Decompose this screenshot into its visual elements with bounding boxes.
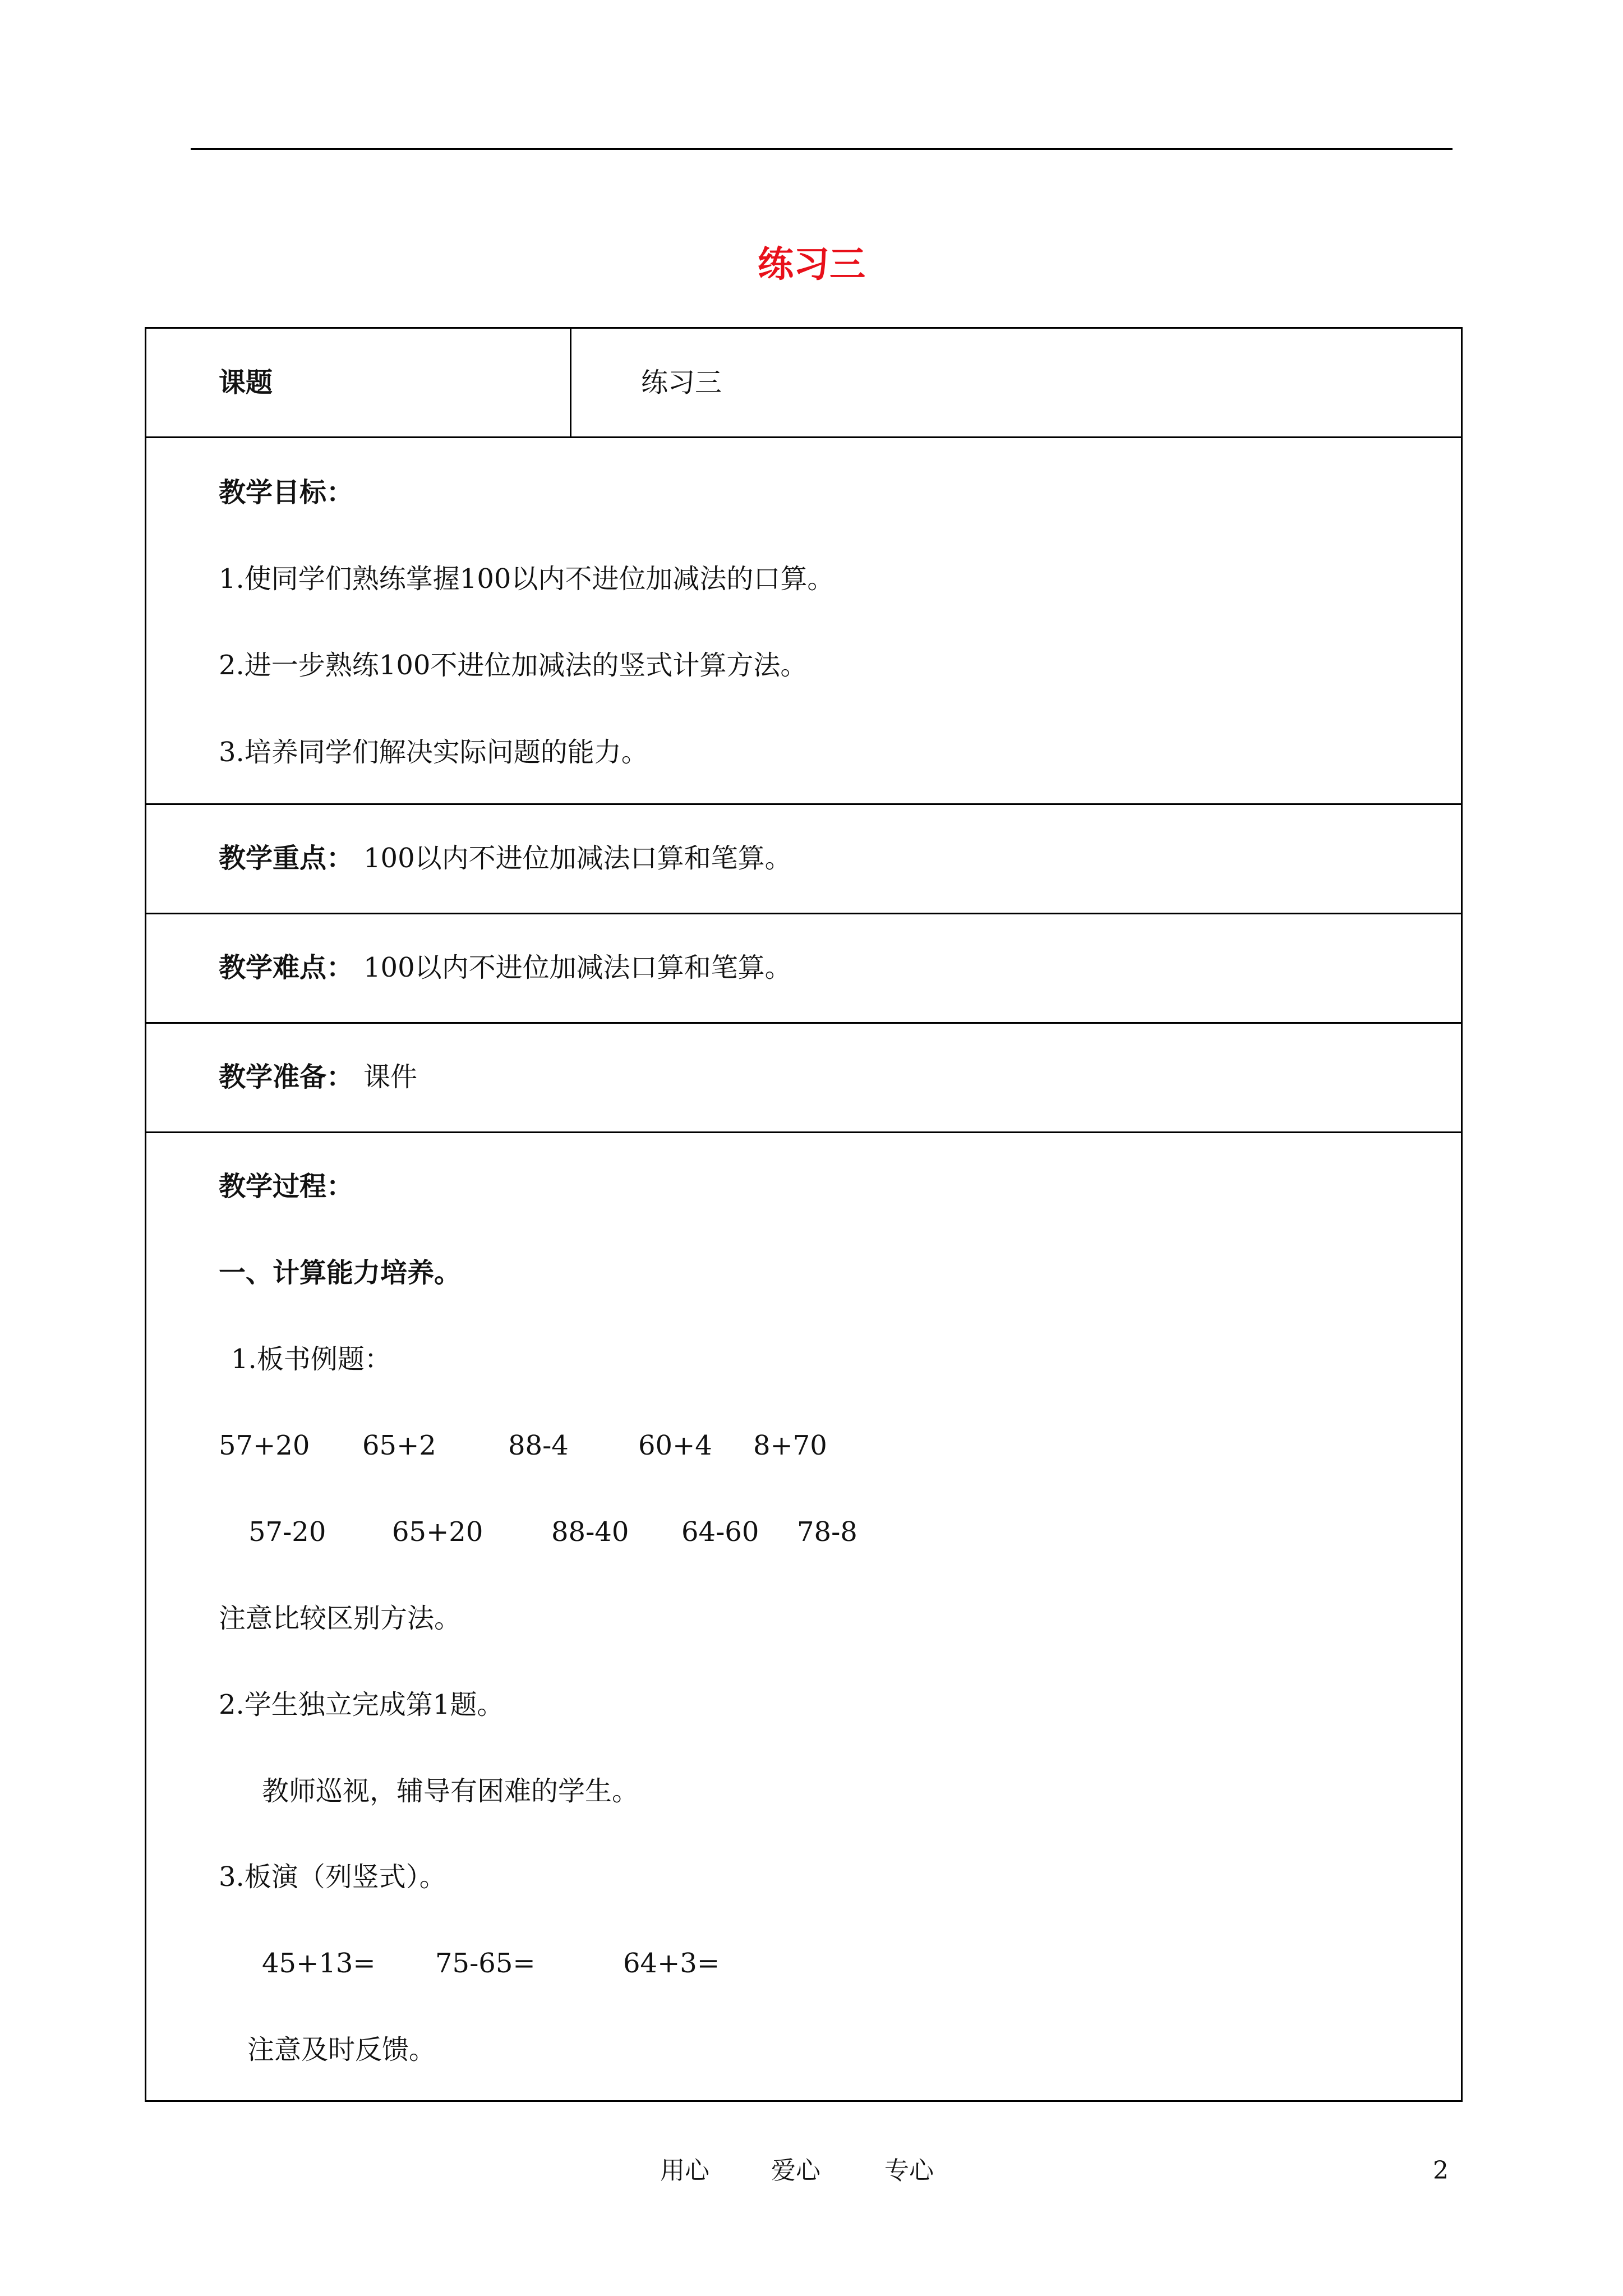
expression: 75-65= (435, 1948, 536, 1979)
expression: 8+70 (753, 1430, 827, 1461)
objective-item: 1.使同学们熟练掌握100以内不进位加减法的口算。 (219, 563, 834, 595)
expression: 88-4 (508, 1430, 569, 1461)
difficulty-label: 教学难点： (219, 952, 354, 983)
topic-label: 课题 (219, 367, 273, 398)
footer-motto: 爱心 (771, 2156, 820, 2185)
column-divider (570, 327, 571, 438)
row-divider (145, 913, 1463, 914)
step-2-detail: 教师巡视，辅导有困难的学生。 (262, 1775, 639, 1807)
expression: 88-40 (551, 1516, 629, 1548)
note: 注意及时反馈。 (247, 2034, 436, 2065)
expression: 57-20 (248, 1516, 326, 1548)
row-divider (145, 1022, 1463, 1024)
expression: 65+20 (392, 1516, 483, 1548)
footer-motto: 用心 (660, 2156, 709, 2185)
topic-value: 练习三 (641, 367, 722, 398)
section-title: 一、计算能力培养。 (219, 1257, 462, 1289)
expression: 64-60 (681, 1516, 759, 1548)
expression: 57+20 (219, 1430, 310, 1461)
footer-motto: 专心 (884, 2156, 934, 2185)
row-divider (145, 1131, 1463, 1133)
step-1: 1.板书例题： (231, 1343, 391, 1375)
expression: 60+4 (638, 1430, 712, 1461)
expression: 65+2 (362, 1430, 436, 1461)
note: 注意比较区别方法。 (219, 1603, 462, 1634)
key-point-label: 教学重点： (219, 843, 354, 874)
process-label: 教学过程： (219, 1171, 354, 1202)
preparation-value: 课件 (363, 1061, 418, 1093)
preparation-label: 教学准备： (219, 1061, 354, 1093)
expression: 78-8 (797, 1516, 857, 1548)
row-divider (145, 436, 1463, 438)
row-divider (145, 803, 1463, 805)
header-rule (191, 148, 1453, 150)
difficulty-value: 100以内不进位加减法口算和笔算。 (363, 952, 792, 983)
objective-item: 2.进一步熟练100不进位加减法的竖式计算方法。 (219, 650, 808, 681)
step-2: 2.学生独立完成第1题。 (219, 1689, 504, 1720)
page-number: 2 (1433, 2156, 1449, 2185)
expression: 64+3= (623, 1948, 720, 1979)
key-point-value: 100以内不进位加减法口算和笔算。 (363, 843, 792, 874)
step-3: 3.板演（列竖式）。 (219, 1861, 446, 1893)
page-title: 练习三 (758, 244, 865, 286)
expression: 45+13= (262, 1948, 376, 1979)
objective-item: 3.培养同学们解决实际问题的能力。 (219, 737, 648, 768)
objectives-label: 教学目标： (219, 477, 354, 508)
